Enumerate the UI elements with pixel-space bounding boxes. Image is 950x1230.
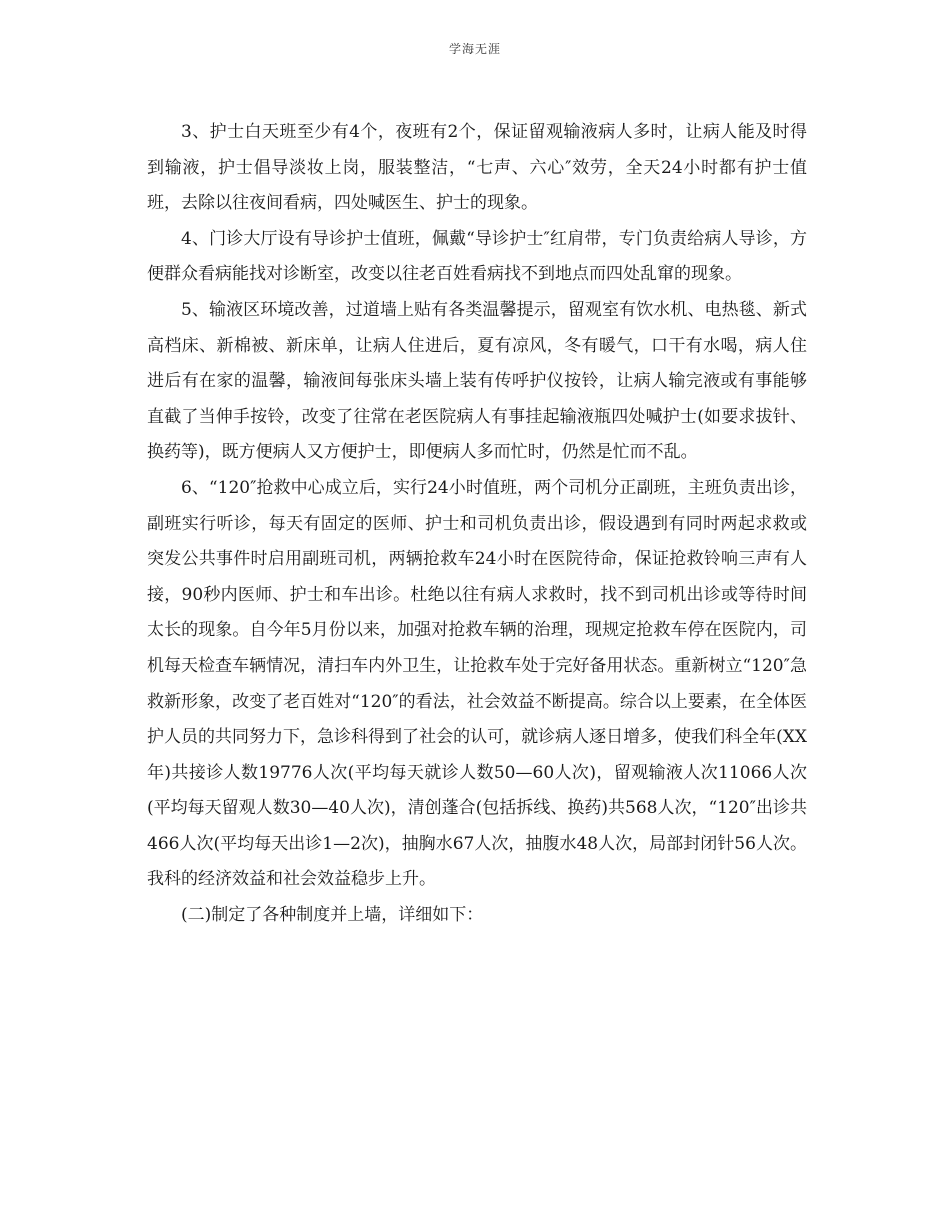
paragraph-infusion-area: 5、输液区环境改善，过道墙上贴有各类温馨提示，留观室有饮水机、电热毯、新式高档床、新棉被、新床单，让病人住进后，夏有凉风，冬有暖气，口干有水喝，病人住进后有在家的温馨，输液间每张床头墙上装有传呼护仪按铃，让病人输完液或有事能够直截了当伸手按铃，改变了往常在老医院病人有事挂起输液瓶四处喊护士(如要求拔针、换药等)，既方便病人又方便护士，即便病人多而忙时，仍然是忙而不乱。 bbox=[147, 299, 807, 463]
paragraph-triage-nurse: 4、门诊大厅设有导诊护士值班，佩戴“导诊护士″红肩带，专门负责给病人导诊，方便群众看病能找对诊断室，改变以往老百姓看病找不到地点而四处乱窜的现象。 bbox=[147, 228, 807, 285]
paragraph-regulations-heading: (二)制定了各种制度并上墙，详细如下： bbox=[181, 905, 484, 926]
paragraph-nurse-shifts: 3、护士白天班至少有4个，夜班有2个，保证留观输液病人多时，让病人能及时得到输液，护士倡导淡妆上岗，服装整洁，“七声、六心″效劳，全天24小时都有护士值班，去除以往夜间看病，四处喊医生、护士的现象。 bbox=[147, 122, 807, 214]
document-body bbox=[147, 115, 807, 934]
page-header: 学海无涯 bbox=[448, 42, 501, 56]
paragraph-emergency-center: 6、“120″抢救中心成立后，实行24小时值班，两个司机分正副班，主班负责出诊，副班实行听诊，每天有固定的医师、护士和司机负责出诊，假设遇到有同时两起求救或突发公共事件时启用副班司机，两辆抢救车24小时在医院待命，保证抢救铃响三声有人接，90秒内医师、护士和车出诊。杜绝以往有病人求救时，找不到司机出诊或等待时间太长的现象。自今年5月份以来，加强对抢救车辆的治理，现规定抢救车停在医院内，司机每天检查车辆情况，清扫车内外卫生，让抢救车处于完好备用状态。重新树立“120″急救新形象，改变了老百姓对“120″的看法，社会效益不断提高。综合以上要素，在全体医护人员的共同努力下，急诊科得到了社会的认可，就诊病人逐日增多，使我们科全年(XX年)共接诊人数19776人次(平均每天就诊人数50—60人次)，留观输液人次11066人次(平均每天留观人数30—40人次)，清创蓬合(包括拆线、换药)共568人次，“120″出诊共466人次(平均每天出诊1—2次)，抽胸水67人次，抽腹水48人次，局部封闭针56人次。我科的经济效益和社会效益稳步上升。 bbox=[147, 477, 807, 890]
